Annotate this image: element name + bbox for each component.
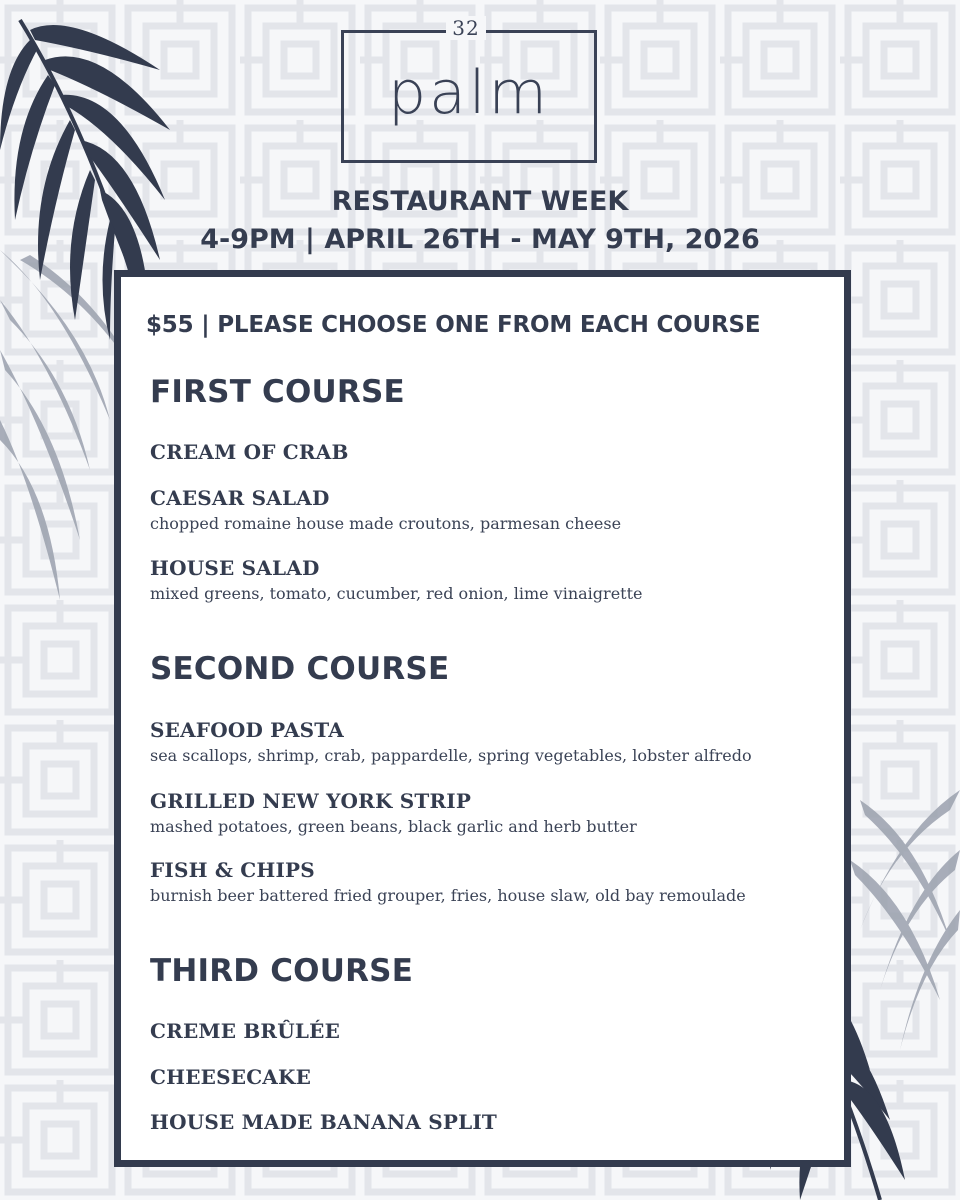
menu-item-description: chopped romaine house made croutons, parmesan cheese [150,514,622,533]
menu-item-name: HOUSE MADE BANANA SPLIT [150,1110,497,1134]
menu-item-name: CAESAR SALAD [150,486,330,510]
menu-item-name: SEAFOOD PASTA [150,718,345,742]
menu-item-description: mixed greens, tomato, cucumber, red onion, lime vinaigrette [150,584,643,603]
logo-wordmark: palm [388,58,550,128]
menu-item-name: HOUSE SALAD [150,556,320,580]
event-title: RESTAURANT WEEK [331,186,629,217]
menu-item-name: FISH & CHIPS [150,858,315,882]
first-course-heading: FIRST COURSE [150,374,405,410]
third-course-heading: THIRD COURSE [150,953,414,989]
menu-item-name: CREAM OF CRAB [150,440,349,464]
second-course-heading: SECOND COURSE [150,651,450,687]
menu-item-description: mashed potatoes, green beans, black garlic and herb butter [150,817,637,836]
menu-item-name: CHEESECAKE [150,1065,312,1089]
menu-item-description: burnish beer battered fried grouper, fries, house slaw, old bay remoulade [150,886,746,905]
menu-item-name: CREME BRÛLÉE [150,1019,341,1043]
logo-number: 32 [446,16,486,40]
menu-item-name: GRILLED NEW YORK STRIP [150,789,472,813]
price-line: $55 | PLEASE CHOOSE ONE FROM EACH COURSE [146,312,761,338]
menu-item-description: sea scallops, shrimp, crab, pappardelle, spring vegetables, lobster alfredo [150,746,752,765]
event-dates: 4-9PM | APRIL 26TH - MAY 9TH, 2026 [200,224,760,255]
